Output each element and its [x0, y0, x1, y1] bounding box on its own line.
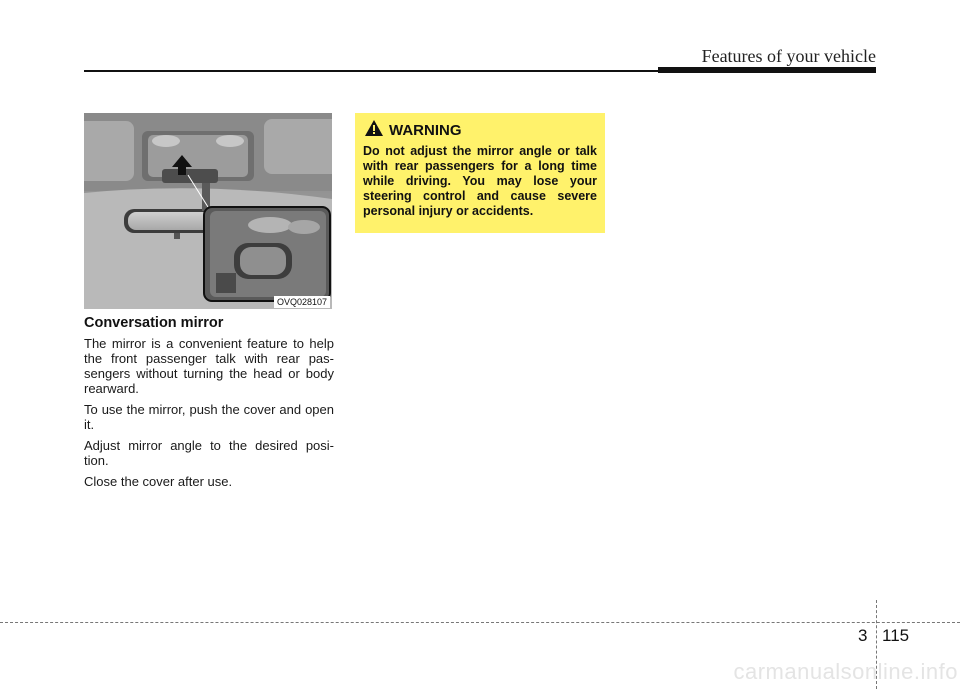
header-title: Features of your vehicle	[701, 46, 876, 66]
warning-triangle-icon	[365, 120, 383, 141]
paragraph: Adjust mirror angle to the desired posi- tion.	[84, 438, 334, 468]
warning-box	[355, 113, 605, 233]
section-heading: Conversation mirror	[84, 315, 224, 331]
body-text	[84, 336, 334, 495]
paragraph: To use the mirror, push the cover and open it.	[84, 402, 334, 432]
header-rule-accent	[658, 67, 876, 73]
paragraph: The mirror is a convenient feature to help the front passenger talk with rear pas- sengers without turning the head or body rearward.	[84, 336, 334, 396]
warning-text: Do not adjust the mirror angle or talk with rear passengers for a long time while driving. You may lose your steering control and cause severe personal injury or accidents.	[363, 144, 597, 218]
chapter-number: 3	[858, 626, 868, 645]
paragraph: Close the cover after use.	[84, 474, 233, 489]
figure-code: OVQ028107	[274, 296, 330, 308]
page-number: 115	[882, 626, 910, 645]
warning-title: WARNING	[389, 121, 462, 139]
footer-rule	[0, 622, 960, 623]
watermark: carmanualsonline.info	[733, 659, 958, 684]
warning-header	[365, 120, 597, 140]
mirror-illustration	[84, 113, 332, 309]
figure-photo	[84, 113, 332, 309]
